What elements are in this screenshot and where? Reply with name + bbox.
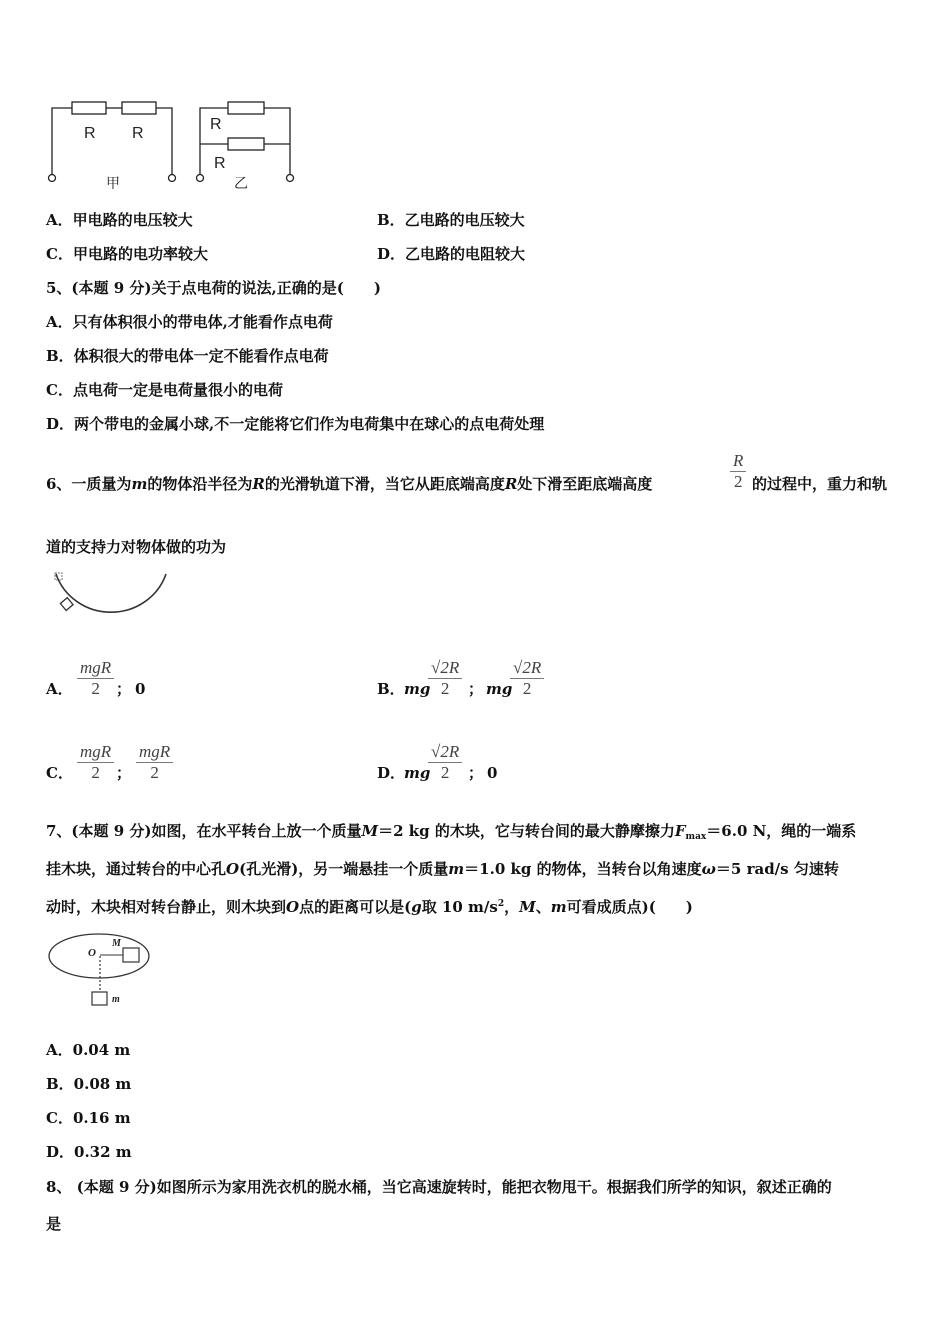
q5-option-b[interactable]: B．体积很大的带电体一定不能看作点电荷	[46, 347, 329, 365]
q7-option-a[interactable]: A．0.04 m	[46, 1041, 131, 1059]
mass-M-label: M	[112, 938, 121, 949]
q6-option-c-frac1: mgR 2	[77, 742, 114, 783]
q6-stem-line1: 6、一质量为m的物体沿半径为R的光滑轨道下滑，当它从距底端高度R处下滑至距底端高度	[46, 475, 653, 493]
q6-option-d-zero: 0	[487, 764, 498, 782]
circuit-jia-label: 甲	[106, 176, 120, 192]
q6-option-a-zero: 0	[135, 680, 146, 698]
q6-option-a-sep: ；	[116, 680, 132, 698]
q7-stem-line2: 挂木块，通过转台的中心孔O(孔光滑)，另一端悬挂一个质量m＝1.0 kg 的物体，当转台以角速度ω＝5 rad/s 匀速转	[46, 860, 839, 878]
point-O-label: O	[88, 947, 96, 959]
q4-option-c[interactable]: C．甲电路的电功率较大	[46, 245, 208, 263]
q6-option-c-label[interactable]: C．	[46, 764, 73, 782]
block-m	[92, 992, 107, 1005]
q6-option-d-mg: mg	[404, 764, 431, 782]
q4-option-d[interactable]: D．乙电路的电阻较大	[377, 245, 526, 263]
q8-stem-line2: 是	[46, 1215, 62, 1233]
q8-stem-line1: 8、 (本题 9 分)如图所示为家用洗衣机的脱水桶，当它高速旋转时，能把衣物甩干。根据我们所学的知识，叙述正确的	[46, 1178, 832, 1196]
resistor-label-4: R	[214, 155, 226, 172]
circuit-figure	[44, 96, 300, 196]
q6-option-b-mg1: mg	[404, 680, 431, 698]
block-mid	[60, 598, 73, 611]
q7-option-d[interactable]: D．0.32 m	[46, 1143, 132, 1161]
q6-stem-fraction: $\frac{R}{2}$	[730, 451, 746, 492]
q6-option-b-frac1: $\frac{√2R}{2}$	[428, 658, 462, 699]
turntable-figure	[44, 930, 154, 1014]
resistor-label-1: R	[84, 125, 96, 142]
q6-option-d-frac: $\frac{√2R}{2}$	[428, 742, 462, 783]
resistor-label-2: R	[132, 125, 144, 142]
q6-option-b-frac2: $\frac{√2R}{2}$	[510, 658, 544, 699]
q5-option-c[interactable]: C．点电荷一定是电荷量很小的电荷	[46, 381, 283, 399]
q6-option-d-sep: ；	[468, 764, 484, 782]
q4-option-a[interactable]: A．甲电路的电压较大	[46, 211, 193, 229]
q6-option-d-label[interactable]: D．	[377, 764, 406, 782]
q6-option-b-sep: ；	[468, 680, 484, 698]
q6-stem-line2: 道的支持力对物体做的功为	[46, 538, 227, 556]
resistor-label-3: R	[210, 116, 222, 133]
q5-option-d[interactable]: D．两个带电的金属小球,不一定能将它们作为电荷集中在球心的点电荷处理	[46, 415, 545, 433]
q6-option-b-mg2: mg	[486, 680, 513, 698]
block-M	[123, 948, 139, 962]
q6-option-a-frac: mgR 2	[77, 658, 114, 699]
q6-option-c-sep: ；	[116, 764, 132, 782]
circuit-yi-label: 乙	[234, 176, 248, 192]
track-arc	[56, 574, 166, 612]
q7-option-c[interactable]: C．0.16 m	[46, 1109, 131, 1127]
semicircle-track-figure	[48, 570, 174, 634]
q5-option-a[interactable]: A．只有体积很小的带电体,才能看作点电荷	[46, 313, 333, 331]
q7-option-b[interactable]: B．0.08 m	[46, 1075, 132, 1093]
q7-stem-line1: 7、(本题 9 分)如图，在水平转台上放一个质量M＝2 kg 的木块，它与转台间的最大静摩擦力$F_{max}=6.0$ N，绳的一端系	[46, 822, 857, 842]
q6-option-a-label[interactable]: A．	[46, 680, 73, 698]
q6-option-c-frac2: mgR 2	[136, 742, 173, 783]
q5-stem: 5、(本题 9 分)关于点电荷的说法,正确的是( )	[46, 279, 381, 297]
q6-stem-line1-end: 的过程中，重力和轨	[752, 475, 888, 493]
mass-m-label: m	[112, 994, 120, 1005]
q6-option-b-label[interactable]: B．	[377, 680, 405, 698]
q4-option-b[interactable]: B．乙电路的电压较大	[377, 211, 525, 229]
q7-stem-line3: 动时，木块相对转台静止，则木块到O点的距离可以是(g取 10 $m/s^2$，M、m可看成质点)( )	[46, 898, 693, 916]
